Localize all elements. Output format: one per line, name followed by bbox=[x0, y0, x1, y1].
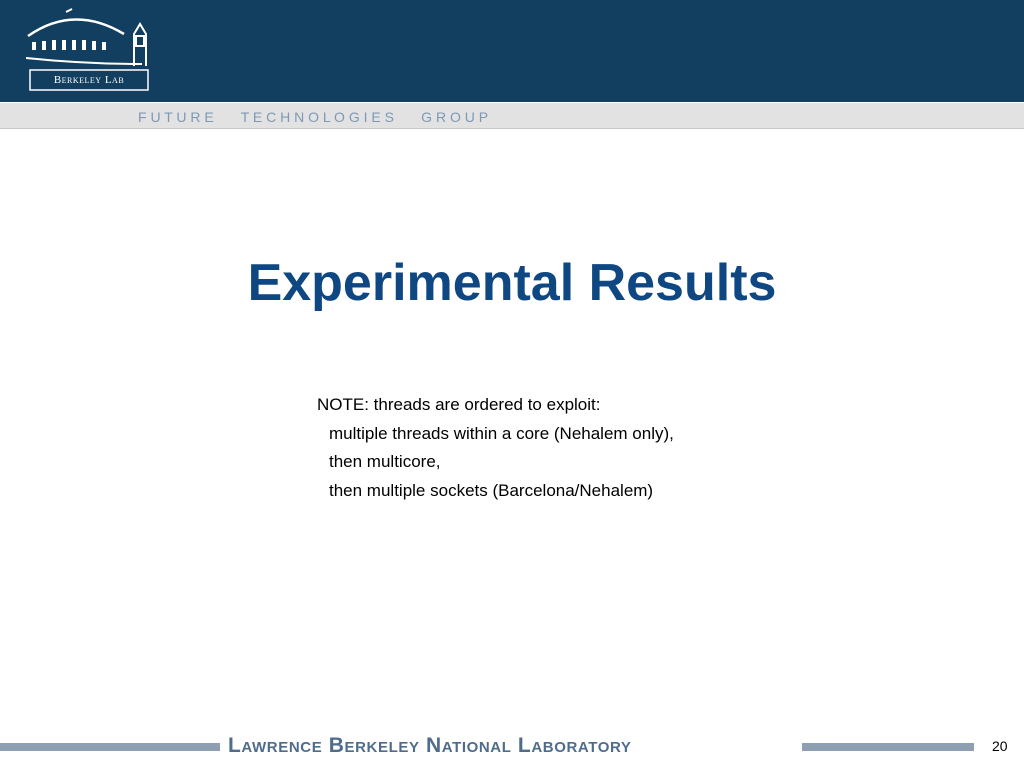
berkeley-lab-logo-icon bbox=[24, 6, 166, 96]
note-block bbox=[317, 391, 777, 505]
page-number: 20 bbox=[992, 738, 1008, 754]
header-bar bbox=[0, 0, 1024, 102]
slide-title: Experimental Results bbox=[247, 254, 777, 312]
note-line-3: then multicore, bbox=[329, 452, 441, 471]
footer-rule-right bbox=[802, 743, 974, 751]
note-line-2: multiple threads within a core (Nehalem only), bbox=[329, 423, 674, 443]
group-band bbox=[0, 102, 1024, 129]
logo-text: Berkeley Lab bbox=[53, 74, 125, 86]
group-name: F U T U R E T E C H N O L O G I E S G R O U P bbox=[138, 109, 489, 125]
footer-rule-left bbox=[0, 743, 220, 751]
note-line-1: NOTE: threads are ordered to exploit: bbox=[317, 395, 601, 414]
note-line-4: then multiple sockets (Barcelona/Nehalem) bbox=[329, 480, 654, 500]
footer-organization: Lawrence Berkeley National Laboratory bbox=[228, 734, 632, 757]
